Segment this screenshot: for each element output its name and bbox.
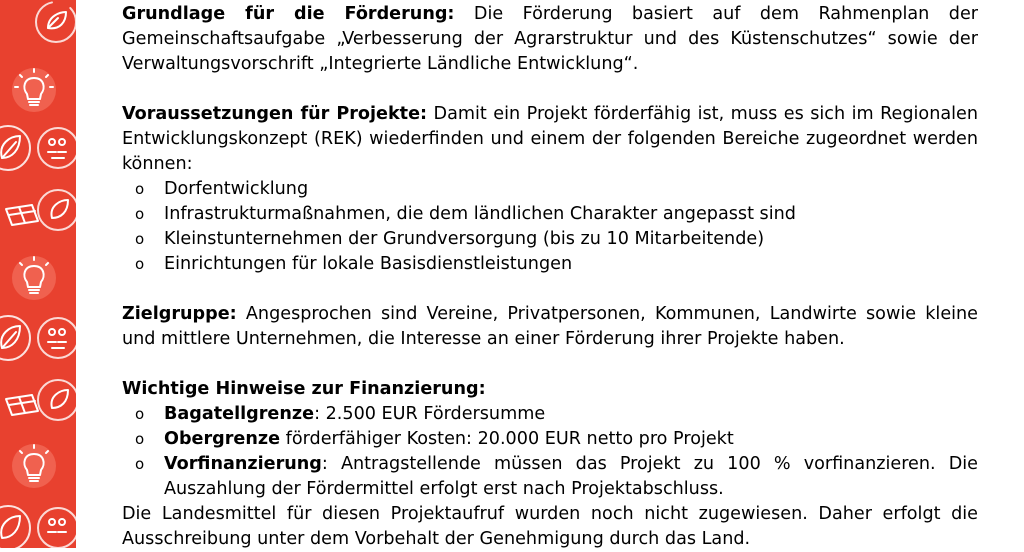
lightbulb-icon (12, 68, 56, 112)
bullet-icon: o (135, 205, 145, 223)
list-item-text: Kleinstunternehmen der Grundversorgung (bis zu 10 Mitarbeitende) (164, 229, 765, 249)
section-heading: Grundlage für die Förderung: (122, 4, 455, 24)
finanzierung-list (122, 402, 978, 502)
section-text: Die Förderung basiert auf dem Rahmenplan der Gemeinschaftsaufgabe „Verbesserung der Agrarstruktur und des Küstenschutzes“ sowie der Verwaltungsvorschrift „Integrierte Ländliche Entwicklung“. (122, 4, 978, 74)
section-zielgruppe (122, 302, 978, 352)
section-heading: Wichtige Hinweise zur Finanzierung: (122, 379, 486, 399)
bullet-icon: o (135, 230, 145, 248)
refresh-leaf-icon (36, 2, 76, 42)
bullet-icon: o (135, 405, 145, 423)
list-item-text: Infrastrukturmaßnahmen, die dem ländlichen Charakter angepasst sind (164, 204, 796, 224)
document-body (122, 2, 978, 552)
list-item-term: Bagatellgrenze (164, 404, 315, 424)
lightbulb-icon (12, 256, 56, 300)
list-item-term: Vorfinanzierung (164, 454, 322, 474)
leaf-icon (38, 190, 76, 230)
list-item (122, 202, 978, 227)
section-voraussetzungen (122, 102, 978, 177)
leaf-icon (38, 380, 76, 420)
list-item (122, 452, 978, 502)
list-item-text: Einrichtungen für lokale Basisdienstleistungen (164, 254, 573, 274)
bullet-icon: o (135, 455, 145, 473)
leaf-icon (0, 316, 30, 360)
leaf-icon (0, 506, 30, 548)
section-heading: Zielgruppe: (122, 304, 237, 324)
decorative-icon-sidebar (0, 0, 76, 548)
bullet-icon: o (135, 255, 145, 273)
list-item-term: Obergrenze (164, 429, 281, 449)
list-item (122, 177, 978, 202)
section-text: Angesprochen sind Vereine, Privatpersonen, Kommunen, Landwirte sowie kleine und mittlere Unternehmen, die Interesse an einer Förderung ihrer Projekte haben. (122, 304, 978, 349)
section-finanzierung-heading (122, 377, 978, 402)
bullet-icon: o (135, 180, 145, 198)
people-icon (38, 128, 76, 168)
section-heading: Voraussetzungen für Projekte: (122, 104, 428, 124)
list-item (122, 252, 978, 277)
leaf-icon (0, 126, 30, 170)
list-item-text: Dorfentwicklung (164, 179, 309, 199)
list-item-text: förderfähiger Kosten: 20.000 EUR netto pro Projekt (280, 429, 734, 449)
list-item (122, 427, 978, 452)
section-grundlage (122, 2, 978, 77)
list-item (122, 227, 978, 252)
people-icon (38, 318, 76, 358)
list-item-text: : 2.500 EUR Fördersumme (314, 404, 546, 424)
voraussetzungen-list (122, 177, 978, 277)
list-item-text: : Antragstellende müssen das Projekt zu 100 % vorfinanzieren. Die Auszahlung der Fördermittel erfolgt erst nach Projektabschluss. (164, 454, 978, 499)
list-item (122, 402, 978, 427)
lightbulb-icon (12, 444, 56, 488)
solar-panel-icon (6, 205, 38, 225)
bullet-icon: o (135, 430, 145, 448)
section-text: Damit ein Projekt förderfähig ist, muss es sich im Regionalen Entwicklungskonzept (REK) wiederfinden und einem der folgenden Bereiche zugeordnet werden können: (122, 104, 978, 174)
people-icon (38, 508, 76, 548)
solar-panel-icon (6, 395, 38, 415)
finanzierung-closing: Die Landesmittel für diesen Projektaufruf wurden noch nicht zugewiesen. Daher erfolgt die Ausschreibung unter dem Vorbehalt der Genehmigung durch das Land. (122, 504, 978, 549)
